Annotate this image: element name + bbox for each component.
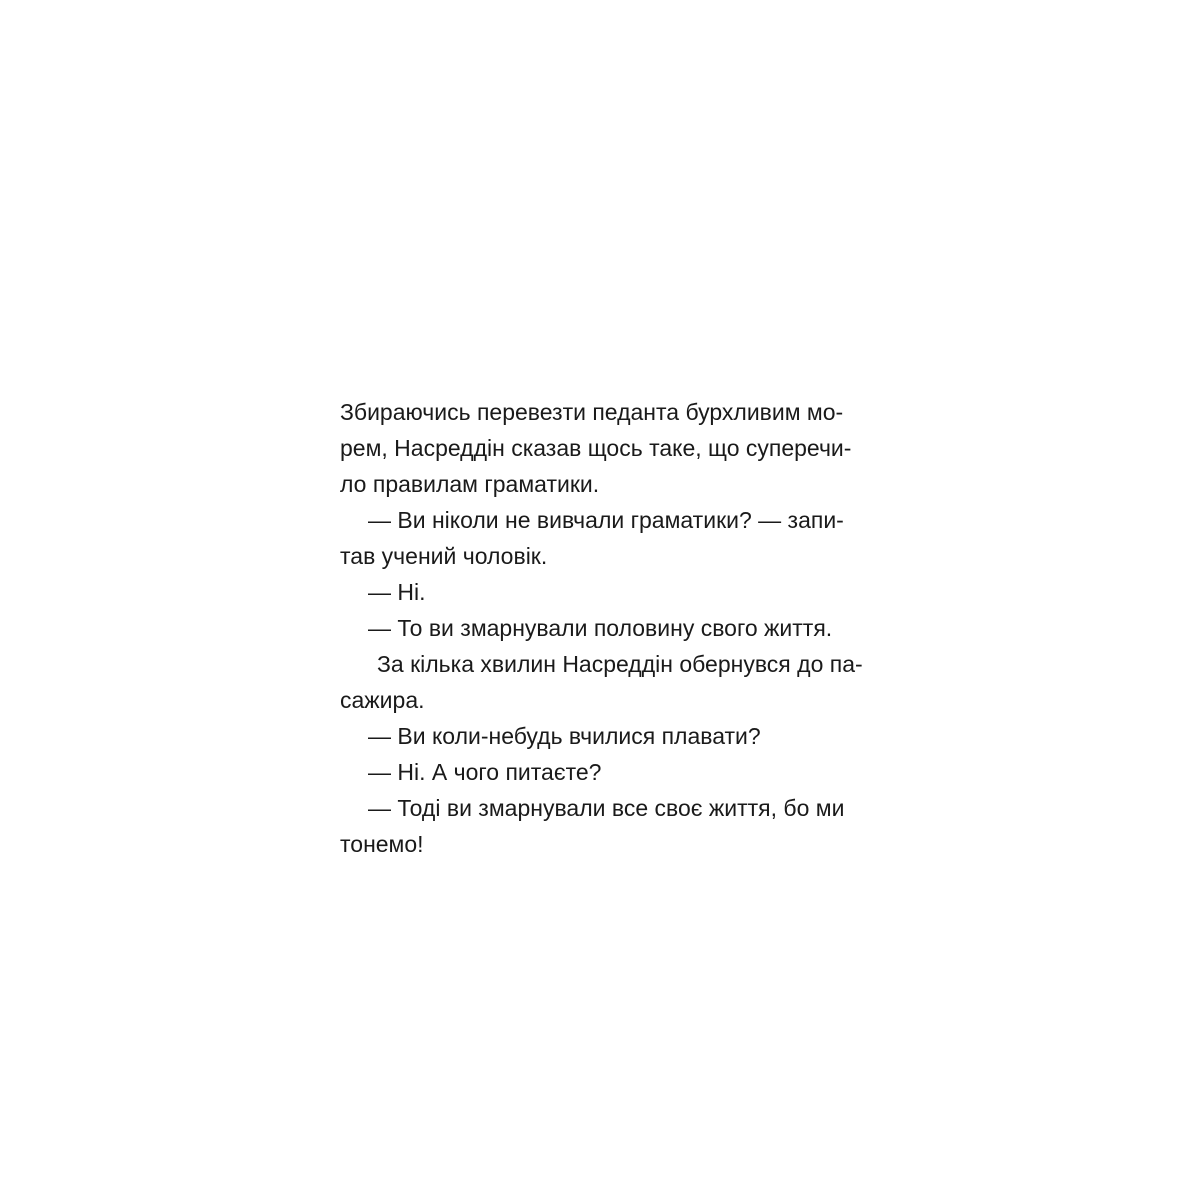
- dialogue-line: — Ні.: [368, 579, 426, 605]
- text-line: рем, Насреддін сказав щось таке, що суперечи-: [340, 435, 852, 461]
- dialogue-line: — Ви коли-небудь вчилися плавати?: [368, 723, 761, 749]
- dialogue-line: — Тоді ви змарнували все своє життя, бо ми: [368, 795, 845, 821]
- text-line: сажира.: [340, 687, 425, 713]
- text-line: Збираючись перевезти педанта бурхливим мо-: [340, 399, 844, 425]
- text-line: тонемо!: [340, 831, 424, 857]
- dialogue-line: — Ви ніколи не вивчали граматики? — запи-: [368, 507, 844, 533]
- text-line: ло правилам граматики.: [340, 471, 600, 497]
- dialogue-line: — Ні. А чого питаєте?: [368, 759, 602, 785]
- dialogue-line: — То ви змарнували половину свого життя.: [368, 615, 833, 641]
- text-line: тав учений чоловік.: [340, 543, 548, 569]
- paragraph-line: За кілька хвилин Насреддін обернувся до па-: [377, 651, 863, 677]
